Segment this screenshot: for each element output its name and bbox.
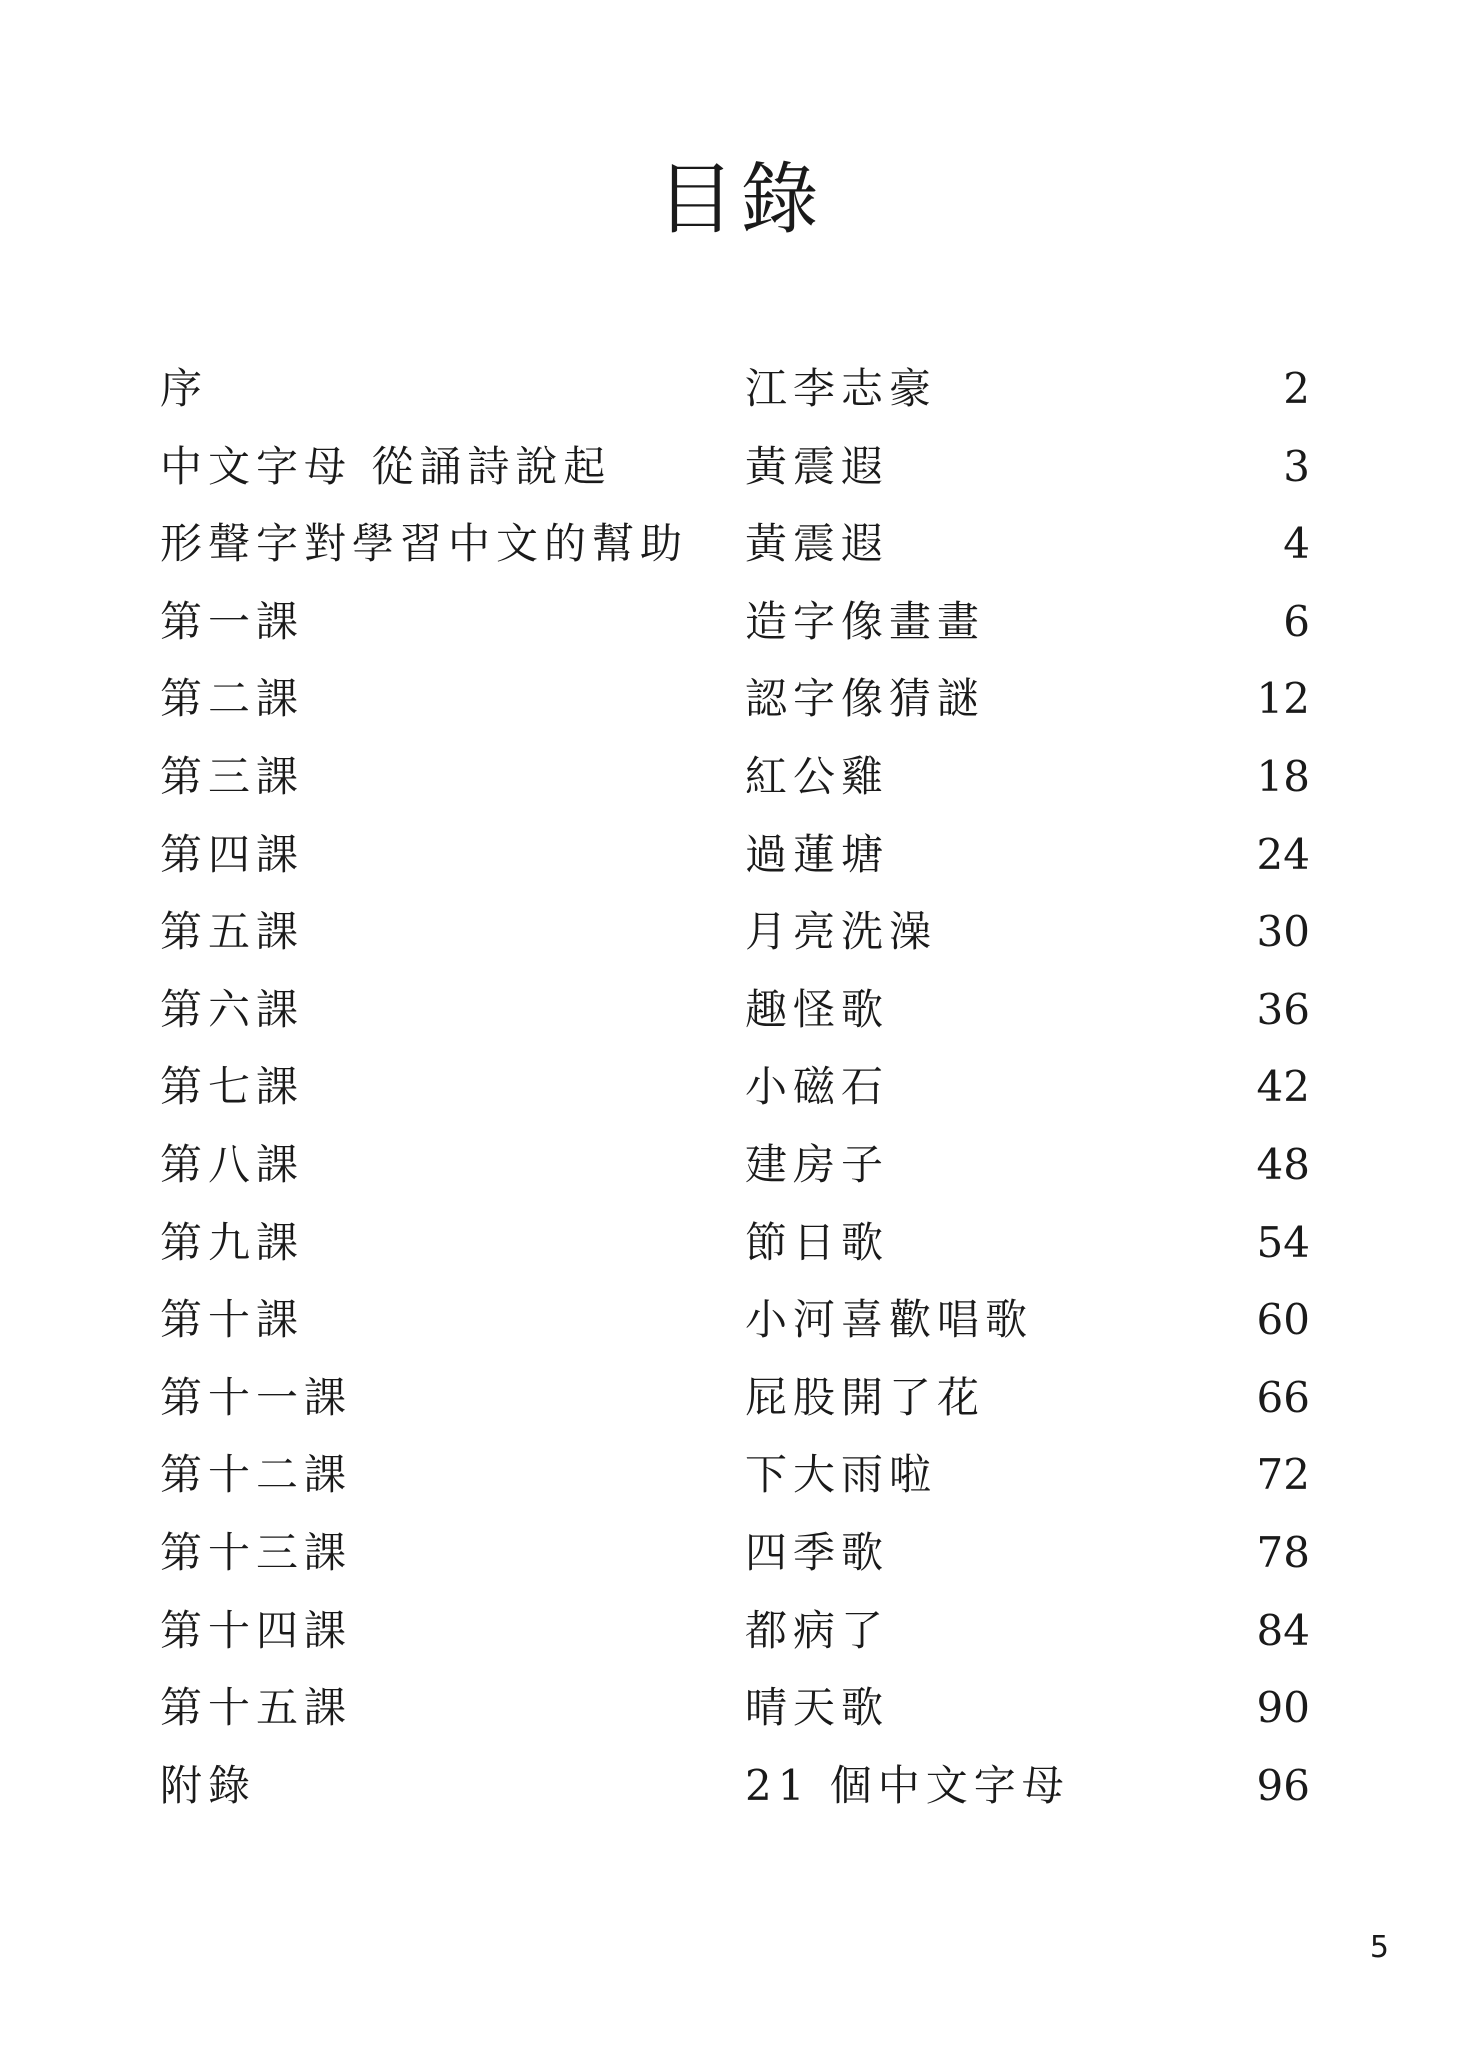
toc-page: 36 <box>1256 984 1310 1034</box>
toc-row <box>160 505 1310 583</box>
toc-section: 第一課 <box>160 596 305 646</box>
toc-title: 紅公雞 <box>745 751 890 801</box>
toc-section: 序 <box>160 364 209 413</box>
toc-section: 第四課 <box>160 829 305 879</box>
toc-page: 54 <box>1256 1217 1310 1267</box>
toc-section: 第八課 <box>160 1139 305 1189</box>
toc-section: 第三課 <box>160 751 305 801</box>
toc-row <box>160 1048 1310 1126</box>
toc-title: 晴天歌 <box>745 1683 890 1733</box>
toc-section: 第十五課 <box>160 1683 353 1733</box>
toc-title: 過蓮塘 <box>745 829 890 879</box>
toc-page: 42 <box>1256 1062 1310 1112</box>
toc-page: 96 <box>1256 1760 1310 1810</box>
toc-row <box>160 1747 1310 1825</box>
toc-title: 認字像猜謎 <box>745 674 986 724</box>
toc-row <box>160 1436 1310 1514</box>
toc-title: 黃震遐 <box>745 441 890 491</box>
toc-title: 造字像畫畫 <box>745 596 986 646</box>
toc-page: 6 <box>1283 596 1310 646</box>
toc-section: 第十一課 <box>160 1372 353 1422</box>
toc-row <box>160 1204 1310 1282</box>
page-title: 目錄 <box>656 155 825 245</box>
toc-title: 小河喜歡唱歌 <box>745 1295 1034 1345</box>
page-number: 5 <box>1369 1930 1389 1965</box>
toc-page: 72 <box>1256 1450 1310 1500</box>
toc-title: 月亮洗澡 <box>745 907 938 957</box>
toc-section: 第十二課 <box>160 1450 353 1500</box>
toc-row <box>160 428 1310 506</box>
toc-page: 30 <box>1256 907 1310 957</box>
toc-page: 18 <box>1256 751 1310 801</box>
toc-row <box>160 1592 1310 1670</box>
toc-page: 84 <box>1256 1605 1310 1655</box>
toc-section: 第十四課 <box>160 1605 353 1655</box>
toc-page: 3 <box>1283 441 1310 491</box>
toc-page: 66 <box>1256 1372 1310 1422</box>
table-of-contents <box>160 350 1310 1824</box>
toc-row <box>160 816 1310 894</box>
toc-row <box>160 583 1310 661</box>
toc-row <box>160 738 1310 816</box>
toc-page: 4 <box>1283 519 1310 569</box>
toc-section: 第十課 <box>160 1295 305 1345</box>
toc-section: 附錄 <box>160 1760 257 1810</box>
toc-title: 黃震遐 <box>745 519 890 569</box>
toc-row <box>160 1359 1310 1437</box>
toc-row <box>160 1669 1310 1747</box>
toc-page: 90 <box>1256 1683 1310 1733</box>
toc-row <box>160 1281 1310 1359</box>
toc-row <box>160 1514 1310 1592</box>
toc-row <box>160 350 1310 428</box>
toc-title: 江李志豪 <box>745 364 938 413</box>
toc-title: 下大雨啦 <box>745 1450 938 1500</box>
toc-section: 第十三課 <box>160 1527 353 1577</box>
toc-section: 第九課 <box>160 1217 305 1267</box>
toc-title: 小磁石 <box>745 1062 890 1112</box>
toc-section: 第五課 <box>160 907 305 957</box>
toc-section: 第二課 <box>160 674 305 724</box>
toc-section: 第七課 <box>160 1062 305 1112</box>
toc-title: 建房子 <box>745 1139 890 1189</box>
toc-row <box>160 971 1310 1049</box>
toc-section: 中文字母 從誦詩說起 <box>160 441 612 491</box>
toc-title: 屁股開了花 <box>745 1372 986 1422</box>
toc-page: 78 <box>1256 1527 1310 1577</box>
toc-page: 2 <box>1283 364 1310 413</box>
toc-title: 都病了 <box>745 1605 890 1655</box>
toc-row <box>160 1126 1310 1204</box>
toc-page: 48 <box>1256 1139 1310 1189</box>
toc-title: 21 個中文字母 <box>745 1760 1070 1810</box>
toc-row <box>160 893 1310 971</box>
toc-title: 節日歌 <box>745 1217 890 1267</box>
toc-section: 形聲字對學習中文的幫助 <box>160 519 689 569</box>
toc-page: 60 <box>1256 1295 1310 1345</box>
toc-row <box>160 660 1310 738</box>
toc-title: 趣怪歌 <box>745 984 890 1034</box>
toc-section: 第六課 <box>160 984 305 1034</box>
toc-page: 12 <box>1256 674 1310 724</box>
toc-page: 24 <box>1256 829 1310 879</box>
toc-title: 四季歌 <box>745 1527 890 1577</box>
